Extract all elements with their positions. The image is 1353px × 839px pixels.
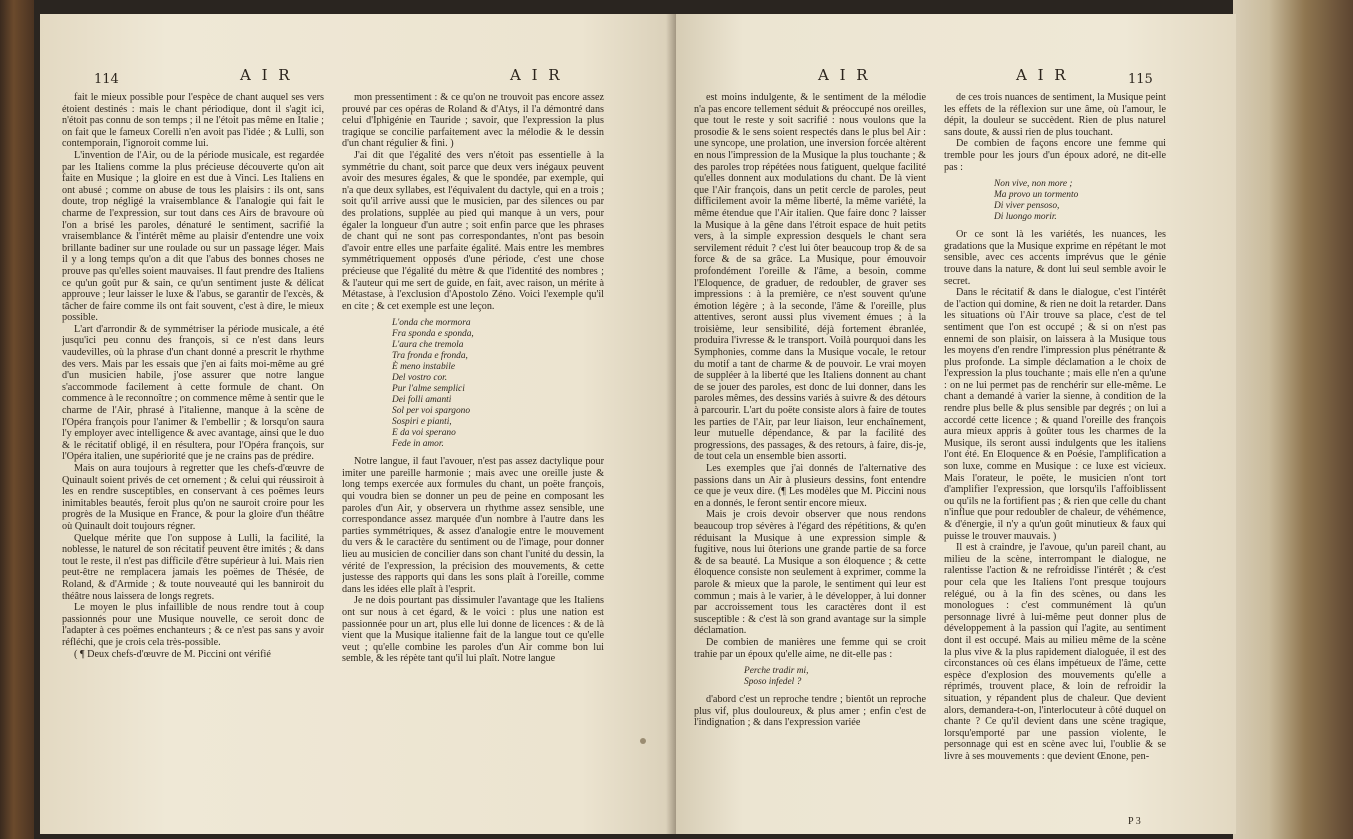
paragraph: de ces trois nuances de sentiment, la Musique peint les effets de la réflexion sur une âme, où l'amour, le dépit, la douleur se succèdent. Rien de plus naturel sans doute, & aussi rien de plus touchant. — [944, 92, 1166, 138]
verse-line: Del vostro cor. — [392, 373, 448, 384]
verse-line: Pur l'alme semplici — [392, 384, 465, 395]
paragraph: est moins indulgente, & le sentiment de la mélodie n'a pas encore tellement séduit & préoccupé nos oreilles, que tout le reste y soit sacrifié : nous voulons que la prosodie & le sens soient respectés dans le plus bel Air : une syncope, une prolation, une inversion forcée altèrent en nous l'impression de la Musique la plus touchante ; & des paroles trop répétées nous fatiguent, quelque facilité qu'elles donnent aux modulations du chant. De là vient que l'Air françois, dans un petit cercle de paroles, peut difficilement avoir la même liberté, la même variété, la même étendue que l'Air italien. Que faire donc ? laisser la Musique à la gêne dans l'étroit espace de huit petits vers, à la simple expression desquels le chant sera servilement réduit ? c'est lui ôter beaucoup trop & de sa force & de sa grâce. La Musique, pour émouvoir profondément l'oreille & l'âme, a besoin, comme l'Eloquence, de graduer, de redoubler, de graver ses impressions : à la première, ce n'est souvent qu'une émotion légère ; à la seconde, l'âme & l'oreille, plus attentives, seront aussi plus vivement émues ; à la troisième, leur sensibilité, déjà fortement ébranlée, produira l'ivresse & le transport. Voilà pourquoi dans les Symphonies, comme dans la Musique vocale, le retour du motif a tant de charme & de pouvoir. Le vrai moyen de suppléer à la liberté que les Italiens donnent au chant de se jouer des paroles, est donc de lui donner, dans les paroles mêmes, des dessins variés à suivre & des détours à parcourir. L'art du poëte consiste alors à faire de toutes les parties de l'Air, par leur liaison, leur enchaînement, leur mutuelle dépendance, & par la facilité des progressions, des passages, & des retours, à faire, dis-je, de tout cela un ensemble bien assorti. — [694, 92, 926, 463]
paragraph: Notre langue, il faut l'avouer, n'est pas assez dactylique pour imiter une pareille harmonie ; mais avec une oreille juste & long temps exercée aux formules du chant, un poëte françois, qui voudra bien se donner un peu de peine en composant les paroles d'un Air, y observera un rhythme assez sensible, une correspondance assez marquée d'un nombre à l'autre dans les parties symmétriques, & assez d'analogie entre le mouvement du vers & le caractère du sentiment ou de l'image, pour donner lieu au musicien de concilier dans son chant l'unité du dessin, la vérité de l'expression, la précision des mouvements, & cette justesse des rapports qui dans les sons plaît à l'oreille, comme dans les idées elle plaît à l'esprit. — [342, 456, 604, 595]
paragraph: fait le mieux possible pour l'espèce de chant auquel ses vers étoient destinés : mais le chant périodique, dont il s'agit ici, n'étoit pas connu de son temps ; il ne l'étoit pas même en Italie ; on fait que le fameux Corelli n'en avoit pas l'idée ; & Lulli, son contemporain, l'ignoroit comme lui. — [62, 92, 324, 150]
verse-line: Perche tradir mi, — [744, 666, 809, 677]
left-page-column-2 — [342, 92, 604, 812]
verse-line: L'onda che mormora — [392, 318, 471, 329]
paragraph: Dans le récitatif & dans le dialogue, c'est l'intérêt de l'action qui domine, & rien ne doit la retarder. Dans les situations où l'Air trouve sa place, c'est de tel sentiment que l'on est occupé ; & si on n'est pas ennemi de son plaisir, on laissera à la Musique tous les moyens d'en rendre l'impression plus pénétrante & plus profonde. La simple déclamation a le choix de l'expression la plus touchante ; mais elle n'en a qu'une : on ne lui permet pas de renchérir sur elle-même. Le chant a demandé à varier la sienne, à condition de la rendre plus belle & plus sensible par degrés ; on lui a accordé cette licence ; & quand l'oreille des françois aura mieux appris à goûter tous les charmes de la Musique, ils seront aussi indulgents que les italiens l'ont été. En Eloquence & en Poésie, l'amplification a son luxe, comme en Musique : ce luxe est vicieux. Mais l'orateur, le poëte, le musicien n'ont tort d'amplifier l'expression, que lorsqu'ils l'affoiblissent ou qu'ils ne la fortifient pas ; & rien que celle du chant n'influe que pour redoubler de chaleur, de véhémence, & d'énergie, il n'y a qu'un goût minutieux & faux qui puisse le trouver mauvais. ) — [944, 287, 1166, 542]
paragraph: J'ai dit que l'égalité des vers n'étoit pas essentielle à la symmétrie du chant, soit parce que deux vers inégaux peuvent avoir des mesures égales, & que le spondée, par exemple, qui n'a que deux syllabes, est l'équivalent du dactyle, qui en a trois ; soit qu'il arrive aussi que le musicien, par des silences ou par des prolations, supplée au pied qui manque à un vers, pour égaler la longueur d'un autre ; soit enfin parce que les phrases de chant qui ne sont pas correspondantes, n'ont pas besoin d'avoir entre elles une parfaite égalité. Mais entre les membres symmétriquement opposés d'une période, c'est une chose précieuse que l'égalité du mètre & que l'identité des nombres ; & l'auteur qui me sert de guide, en fait, avec raison, un mérite à Métastase, à l'exclusion d'Apostolo Zéno. Voici l'exemple qu'il en cite ; & cet exemple est une leçon. — [342, 149, 604, 312]
paragraph: L'invention de l'Air, ou de la période musicale, est regardée par les Italiens comme la plus précieuse découverte qu'on ait faite en Musique ; la gloire en est due à Vinci. Les Italiens en ont abusé ; comme on abuse de tous les plaisirs : ils ont, sans doute, trop négligé la vraisemblance & l'analogie qui fait le charme de l'expression, sur tout dans ces Airs de bravoure où l'on a brisé les paroles, dénaturé le sentiment, sacrifié la vraisemblance & l'intérêt même au plaisir d'entendre une voix brillante badiner sur une roulade ou sur un passage léger. Mais il y a long temps qu'on a dit que l'abus des bonnes choses ne prouve pas qu'elles soient mauvaises. Il faut prendre des Italiens ce qu'un goût pur & sain, ce qu'un sentiment juste & délicat approuve ; leur laisser le luxe & l'abus, se garantir de l'excès, & tâcher de faire comme ils ont fait souvent, c'est à dire, le mieux possible. — [62, 149, 324, 324]
signature-mark: P 3 — [1128, 816, 1141, 827]
paragraph: d'abord c'est un reproche tendre ; bientôt un reproche plus vif, plus douloureux, & plus amer ; enfin c'est de l'indignation ; & dans l'expression variée — [694, 694, 926, 729]
paragraph: mon pressentiment : & ce qu'on ne trouvoit pas encore assez prouvé par ces opéras de Roland & d'Atys, il l'a démontré dans celui d'Iphigénie en Tauride ; savoir, que l'expression la plus tragique se concilie parfaitement avec la mélodie & le dessin d'un chant régulier & fini. ) — [342, 92, 604, 150]
paragraph: De combien de façons encore une femme qui tremble pour les jours d'un époux adoré, ne dit-elle pas : — [944, 138, 1166, 173]
verse-line: Sposo infedel ? — [744, 677, 802, 688]
paragraph: Le moyen le plus infaillible de nous rendre tout à coup passionnés pour une Musique nouvelle, ce seroit donc de l'adapter à ces poëmes enchanteurs ; & ce n'est pas sans y avoir réfléchi, que je crois cela très-possible. — [62, 602, 324, 648]
left-page-column-1 — [62, 92, 324, 812]
paragraph: De combien de manières une femme qui se croit trahie par un époux qu'elle aime, ne dit-elle pas : — [694, 636, 926, 660]
page-number-left: 114 — [94, 72, 119, 87]
paragraph: Mais je crois devoir observer que nous rendons beaucoup trop sévères à l'égard des répétitions, & qu'en réduisant la Musique à une expression simple & fugitive, nous lui ôterions une grande partie de sa force & de sa beauté. La Musique a son éloquence ; & cette éloquence consiste non seulement à exprimer, comme la parole & mieux que la parole, le sentiment qui leur est commun ; mais à le varier, à le développer, à lui donner par accroissement tous les caractères dont il est susceptible : & c'est là son grand avantage sur la simple déclamation. — [694, 509, 926, 637]
paragraph: Or ce sont là les variétés, les nuances, les gradations que la Musique exprime en répétant le mot sensible, avec ces accents imprévus que le génie trouve dans la nature, & dont lui seul semble avoir le secret. — [944, 229, 1166, 287]
thumb-mark — [640, 738, 646, 744]
italian-verse-block — [392, 318, 604, 450]
book-cover-left-edge — [0, 0, 34, 839]
right-page-column-1 — [694, 92, 926, 810]
paragraph: Quelque mérite que l'on suppose à Lulli, la facilité, la noblesse, le naturel de son récitatif peuvent être imités ; & dans tout le reste, il n'est pas difficile d'être supérieur à lui. Mais rien peut-être ne remplacera jamais les poëmes de Thésée, de Roland, & d'Armide ; & toute nouveauté qui les banniroit du théâtre nous laissera de longs regrets. — [62, 532, 324, 602]
verse-line: Sol per voi spargono — [392, 406, 471, 417]
right-page — [676, 14, 1236, 834]
verse-line: Fede in amor. — [392, 439, 444, 450]
running-header-right-col2: A I R — [1016, 66, 1069, 84]
italian-verse-block-2 — [994, 179, 1166, 223]
verse-line: Ma provo un tormento — [994, 190, 1079, 201]
verse-line: È meno instabile — [392, 362, 456, 373]
running-header-left-col1: A I R — [240, 66, 293, 84]
paragraph: ( ¶ Deux chefs-d'œuvre de M. Piccini ont vérifié — [74, 648, 271, 660]
running-header-left-col2: A I R — [510, 66, 563, 84]
paragraph: Il est à craindre, je l'avoue, qu'un pareil chant, au milieu de la scène, interrompant le dialogue, ne ralentisse l'action & ne refroidisse l'intérêt ; & c'est pour cela que les Italiens l'ont presque toujours relégué, ou à la fin des scènes, ou dans les monologues : c'est communément là qu'un personnage livré à lui-même peut donner plus de développement à la passion qui l'agite, au sentiment dont il est occupé. Mais au milieu même de la scène la plus vive & la plus rapidement dialoguée, il est des circonstances où ces élans impétueux de l'âme, cette espèce d'explosion des mouvements qu'elle a réprimés, trouvent place, & loin de refroidir la situation, y répandent plus de chaleur. Que devient alors, demandera-t-on, l'interlocuteur à côté duquel on chante ? Ce qu'il devient dans une scène tragique, lorsqu'emporté par une passion violente, le personnage qui est en scène avec lui, l'oublie & se livre à ses mouvements : que devient Œnone, pen- — [944, 542, 1166, 762]
verse-line: Sospiri e pianti, — [392, 417, 452, 428]
paragraph: L'art d'arrondir & de symmétriser la période musicale, a été jusqu'ici peu connu des françois, si ce n'est dans leurs vaudevilles, où la phrase d'un chant donné a prescrit le rhythme des vers. Mais par les essais que j'en ai faits moi-même au gré d'un musicien habile, j'ose assurer que notre langue s'accommode facilement à cette formule de chant. On commence à le reconnoître ; on commence même à sentir que le charme de l'Air, phrasé à l'italienne, manque à la scène de l'Opéra françois pour l'animer & l'embellir ; & lorsqu'on saura l'y employer avec intelligence & avec avantage, ainsi que le duo & le récitatif obligé, il en résultera, pour l'Opéra françois, sur l'Opéra italien, une supériorité que je ne crains pas de prédire. — [62, 323, 324, 463]
paragraph: Je ne dois pourtant pas dissimuler l'avantage que les Italiens ont sur nous à cet égard, & le voici : plus une nation est passionnée pour un art, plus elle lui donne de licences : & de là vient que la Musique italienne fait de la langue tout ce qu'elle veut ; qu'elle combine les paroles d'un Air comme bon lui semble, & les répète tant qu'il lui plaît. Notre langue — [342, 595, 604, 665]
verse-line: Non vive, non more ; — [994, 179, 1073, 190]
verse-line: Di viver pensoso, — [994, 201, 1060, 212]
book-page-edges-right — [1233, 0, 1353, 839]
left-page — [40, 14, 676, 834]
verse-line: Dei folli amanti — [392, 395, 452, 406]
running-header-right-col1: A I R — [818, 66, 871, 84]
right-page-column-2 — [944, 92, 1166, 810]
italian-verse-short — [744, 666, 926, 688]
verse-line: Fra sponda e sponda, — [392, 329, 474, 340]
verse-line: Di luongo morir. — [994, 212, 1057, 223]
verse-line: L'aura che tremola — [392, 340, 464, 351]
verse-line: E da voi sperano — [392, 428, 456, 439]
paragraph: Les exemples que j'ai donnés de l'alternative des passions dans un Air à plusieurs dessins, font entendre ce que je veux dire. (¶ Les modèles que M. Piccini nous en a donnés, le feront sentir encore mieux. — [694, 463, 926, 509]
paragraph: Mais on aura toujours à regretter que les chefs-d'œuvre de Quinault soient privés de cet ornement ; & celui qui réussiroit à les en rendre susceptibles, en conservant à ces poëmes leurs inimitables beautés, feroit plus qu'on ne sauroit croire pour les progrès de la Musique en France, & pour la gloire d'un théâtre où Quinault doit toujours régner. — [62, 463, 324, 532]
page-number-right: 115 — [1128, 72, 1153, 87]
verse-line: Tra fronda e fronda, — [392, 351, 468, 362]
